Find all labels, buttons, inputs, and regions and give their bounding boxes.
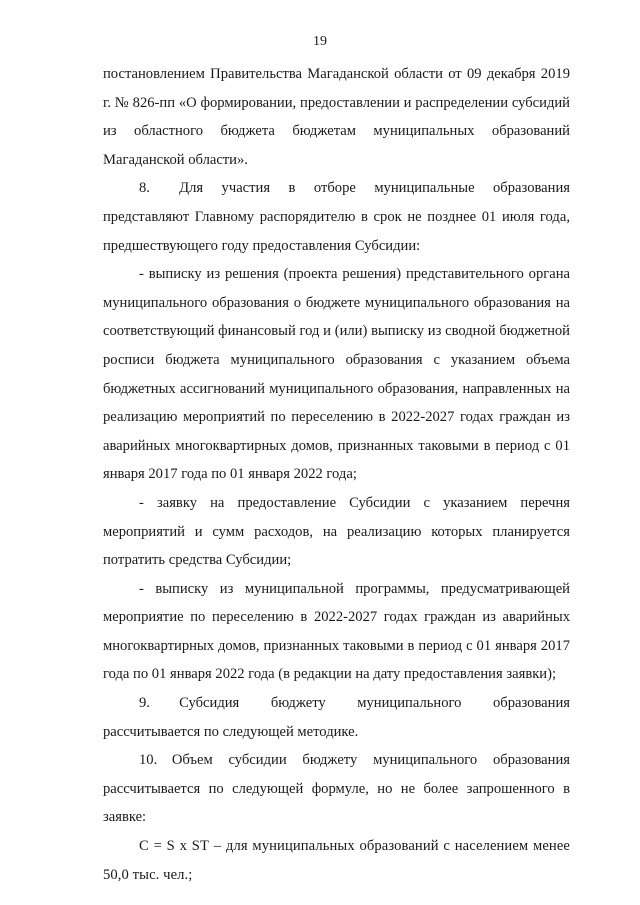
paragraph-item-8: 8. Для участия в отборе муниципальные образования представляют Главному распорядителю в срок не позднее 01 июля года, предшествующего году предоставления Субсидии: <box>103 180 570 254</box>
page-body <box>103 60 570 889</box>
formula-paragraph: С = S х SТ – для муниципальных образований с населением менее 50,0 тыс. чел.; <box>103 838 570 883</box>
paragraph-item-9: 9. Субсидия бюджету муниципального образования рассчитывается по следующей методике. <box>103 695 570 740</box>
paragraph-item-10: 10. Объем субсидии бюджету муниципального образования рассчитывается по следующей формуле, но не более запрошенного в заявке: <box>103 752 570 826</box>
paragraph-continuation: постановлением Правительства Магаданской области от 09 декабря 2019 г. № 826-пп «О формировании, предоставлении и распределении субсидий из областного бюджета бюджетам муниципальных образований Магаданской области». <box>103 66 570 168</box>
list-item-budget-extract: - выписку из решения (проекта решения) представительного органа муниципального образования о бюджете муниципального образования на соответствующий финансовый год и (или) выписку из сводной бюджетной росписи бюджета муниципального образования с указанием объема бюджетных ассигнований муниципального образования, направленных на реализацию мероприятий по переселению в 2022-2027 годах граждан из аварийных многоквартирных домов, признанных таковыми в период с 01 января 2017 года по 01 января 2022 года; <box>103 266 570 483</box>
list-item-application: - заявку на предоставление Субсидии с указанием перечня мероприятий и сумм расходов, на реализацию которых планируется потратить средства Субсидии; <box>103 494 570 569</box>
list-item-program-extract: - выписку из муниципальной программы, предусматривающей мероприятие по переселению в 2022-2027 годах граждан из аварийных многоквартирных домов, признанных таковыми в период с 01 января 2017 года по 01 января 2022 года (в редакции на дату предоставления заявки); <box>103 580 570 683</box>
page-number: 19 <box>313 34 327 49</box>
